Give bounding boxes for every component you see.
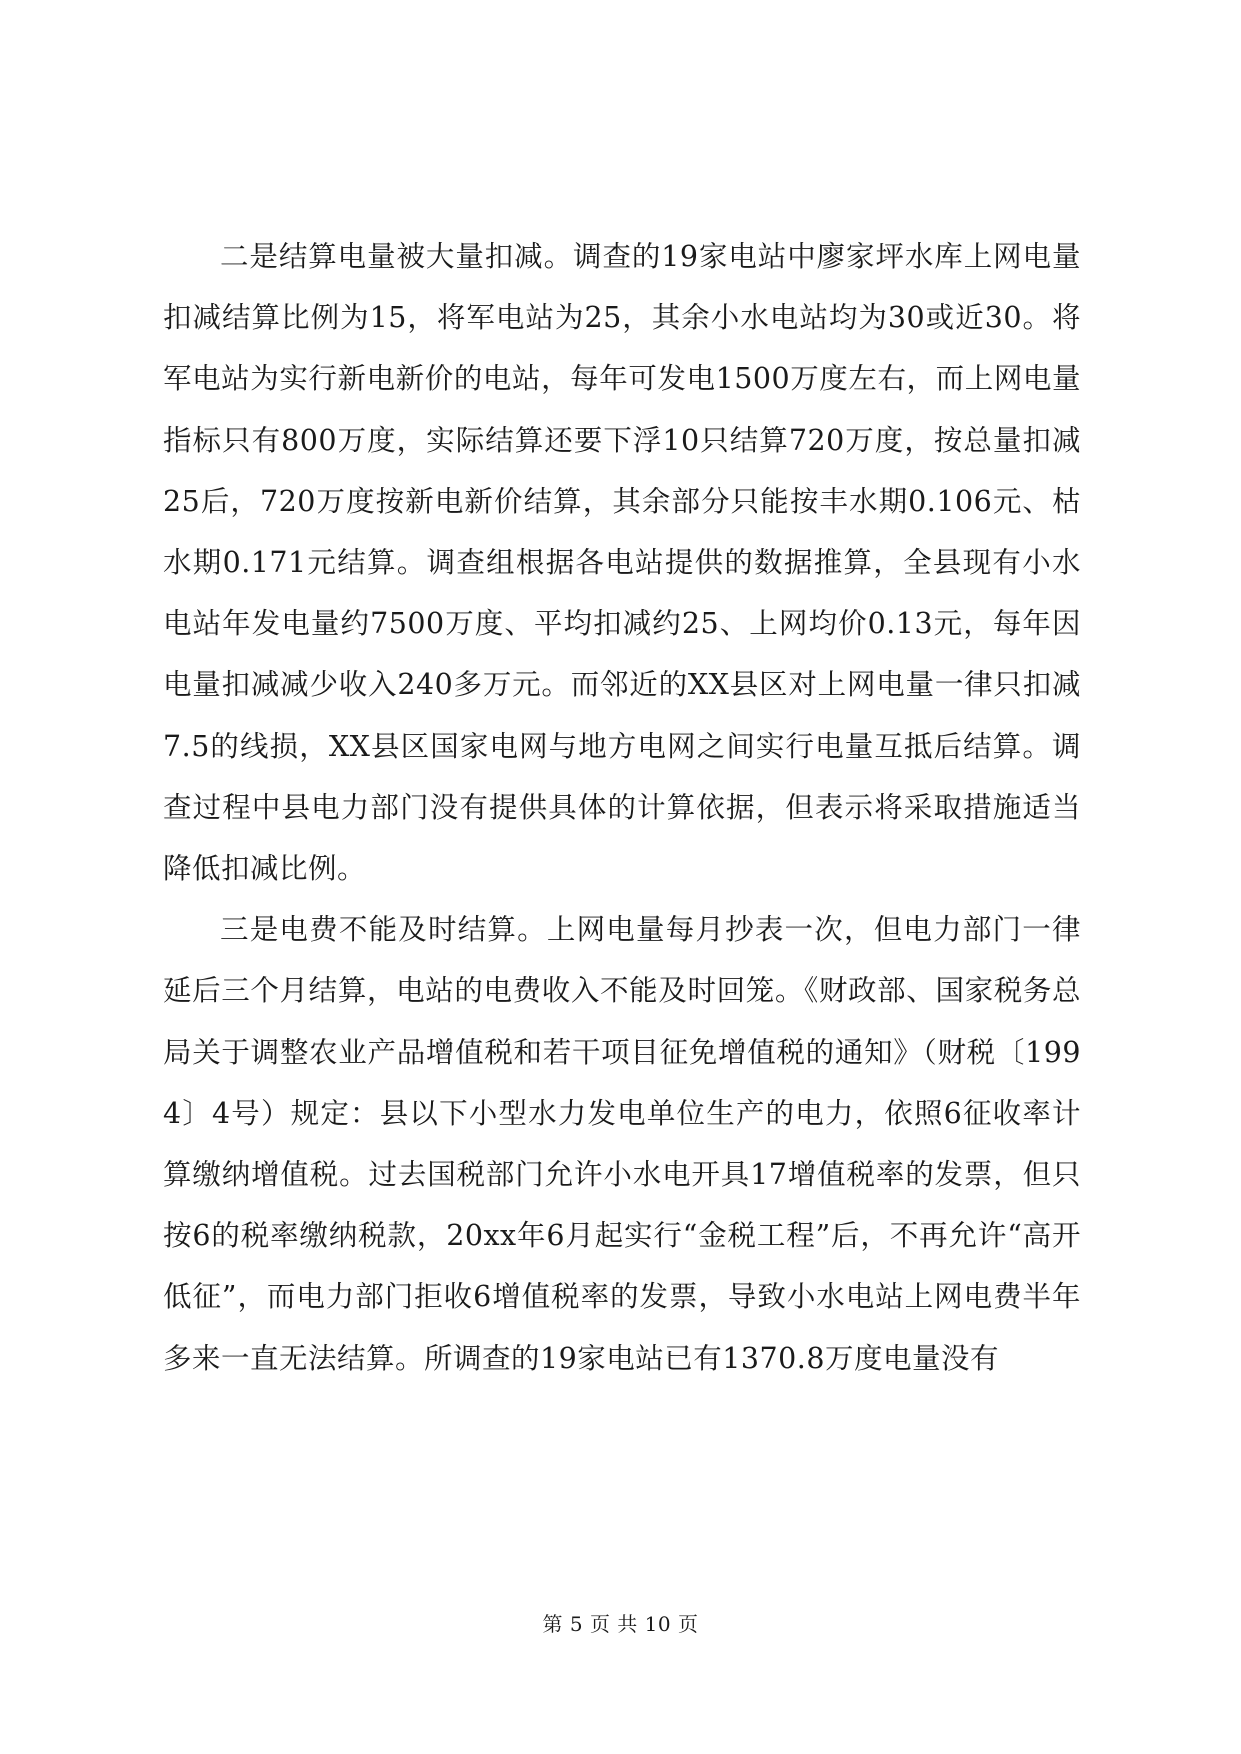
document-body bbox=[163, 226, 1081, 1389]
paragraph-settlement-deduction: 二是结算电量被大量扣减。调查的19家电站中廖家坪水库上网电量扣减结算比例为15，将军电站为25，其余小水电站均为30或近30。将军电站为实行新电新价的电站，每年可发电1500万度左右，而上网电量指标只有800万度，实际结算还要下浮10只结算720万度，按总量扣减25后，720万度按新电新价结算，其余部分只能按丰水期0.106元、枯水期0.171元结算。调查组根据各电站提供的数据推算，全县现有小水电站年发电量约7500万度、平均扣减约25、上网均价0.13元，每年因电量扣减减少收入240多万元。而邻近的XX县区对上网电量一律只扣减7.5的线损，XX县区国家电网与地方电网之间实行电量互抵后结算。调查过程中县电力部门没有提供具体的计算依据，但表示将采取措施适当降低扣减比例。 bbox=[163, 240, 1081, 886]
paragraph-settlement-delay: 三是电费不能及时结算。上网电量每月抄表一次，但电力部门一律延后三个月结算，电站的电费收入不能及时回笼。《财政部、国家税务总局关于调整农业产品增值税和若干项目征免增值税的通知》（财税〔1994〕4号）规定：县以下小型水力发电单位生产的电力，依照6征收率计算缴纳增值税。过去国税部门允许小水电开具17增值税率的发票，但只按6的税率缴纳税款，20xx年6月起实行“金税工程”后，不再允许“高开低征”，而电力部门拒收6增值税率的发票，导致小水电站上网电费半年多来一直无法结算。所调查的19家电站已有1370.8万度电量没有 bbox=[163, 913, 1081, 1375]
page-number-footer: 第 5 页 共 10 页 bbox=[542, 1612, 699, 1636]
